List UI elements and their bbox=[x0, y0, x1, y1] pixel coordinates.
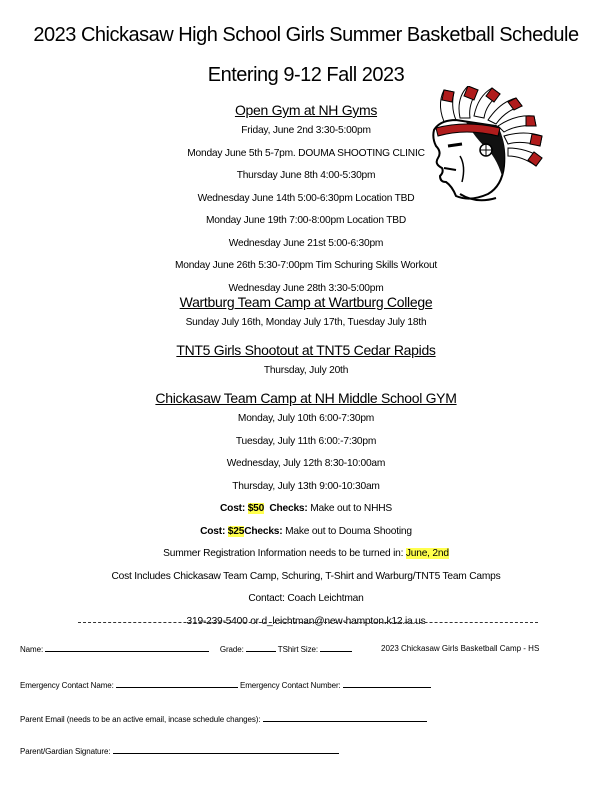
emergency-number-field[interactable] bbox=[343, 680, 431, 688]
name-label: Name: bbox=[20, 645, 44, 654]
emergency-name-field[interactable] bbox=[116, 680, 238, 688]
name-field[interactable] bbox=[45, 644, 209, 652]
checks-label: Checks: bbox=[244, 525, 283, 537]
cost-amount: $25 bbox=[227, 525, 245, 537]
team-camp-date: Tuesday, July 11th 6:00:-7:30pm bbox=[235, 435, 377, 447]
cost-amount: $50 bbox=[247, 503, 265, 514]
tshirt-field[interactable] bbox=[320, 644, 352, 652]
cost-line-nhhs bbox=[0, 498, 612, 521]
checks-label: Checks: bbox=[269, 503, 308, 514]
camp-label: 2023 Chickasaw Girls Basketball Camp - HS bbox=[381, 644, 540, 653]
wartburg-section bbox=[0, 292, 612, 335]
grade-label: Grade: bbox=[219, 645, 244, 654]
cost-label: Cost: bbox=[200, 525, 226, 537]
cost-label: Cost: bbox=[220, 503, 246, 514]
dashed-divider bbox=[78, 622, 538, 623]
parent-email-label: Parent Email (needs to be an active email, incase schedule changes): bbox=[20, 715, 261, 724]
signature-field[interactable] bbox=[113, 746, 339, 754]
grade-field[interactable] bbox=[246, 644, 276, 652]
includes-line: Cost Includes Chickasaw Team Camp, Schuring, T-Shirt and Warburg/TNT5 Team Camps bbox=[111, 570, 501, 582]
tshirt-label: TShirt Size: bbox=[277, 645, 318, 654]
emergency-number-label: Emergency Contact Number: bbox=[240, 681, 341, 690]
open-gym-date: Monday June 26th 5:30-7:00pm Tim Schuring Skills Workout bbox=[174, 260, 438, 271]
open-gym-date: Wednesday June 28th 3:30-5:00pm bbox=[228, 282, 384, 294]
registration-line bbox=[0, 543, 612, 566]
checks-text: Make out to NHHS bbox=[310, 503, 392, 514]
wartburg-heading: Wartburg Team Camp at Wartburg College bbox=[179, 294, 433, 310]
parent-email-field[interactable] bbox=[263, 714, 427, 722]
page-subtitle: Entering 9-12 Fall 2023 bbox=[207, 64, 405, 86]
wartburg-date: Sunday July 16th, Monday July 17th, Tuesday July 18th bbox=[185, 317, 427, 328]
registration-date: June, 2nd bbox=[405, 548, 449, 559]
emergency-name-label: Emergency Contact Name: bbox=[20, 681, 114, 690]
registration-text: Summer Registration Information needs to be turned in: bbox=[163, 548, 404, 559]
contact-line: Contact: Coach Leichtman bbox=[248, 593, 364, 604]
tnt5-date: Thursday, July 20th bbox=[263, 365, 349, 376]
form-row-signature bbox=[20, 746, 339, 756]
tnt5-heading: TNT5 Girls Shootout at TNT5 Cedar Rapids bbox=[176, 342, 436, 358]
open-gym-section bbox=[0, 100, 612, 300]
signature-label: Parent/Gardian Signature: bbox=[20, 747, 111, 756]
checks-text: Make out to Douma Shooting bbox=[285, 525, 412, 537]
team-camp-date: Monday, July 10th 6:00-7:30pm bbox=[237, 413, 375, 424]
cost-line-douma bbox=[0, 521, 612, 544]
team-camp-date: Thursday, July 13th 9:00-10:30am bbox=[232, 480, 380, 492]
team-camp-section bbox=[0, 388, 612, 633]
team-camp-heading: Chickasaw Team Camp at NH Middle School GYM bbox=[155, 390, 457, 406]
tnt5-section bbox=[0, 340, 612, 383]
open-gym-heading: Open Gym at NH Gyms bbox=[234, 102, 378, 118]
form-row-parent-email bbox=[20, 714, 427, 724]
open-gym-date: Thursday June 8th 4:00-5:30pm bbox=[236, 170, 376, 181]
open-gym-date: Wednesday June 14th 5:00-6:30pm Location TBD bbox=[197, 192, 415, 204]
form-row-name bbox=[20, 644, 352, 654]
open-gym-date: Monday June 5th 5-7pm. DOUMA SHOOTING CLINIC bbox=[187, 147, 425, 159]
phone-email-line: 319-239-5400 or d_leichtman@new-hampton.k12.ia.us bbox=[186, 615, 426, 627]
open-gym-date: Friday, June 2nd 3:30-5:00pm bbox=[241, 125, 371, 136]
team-camp-date: Wednesday, July 12th 8:30-10:00am bbox=[226, 458, 386, 469]
page-title: 2023 Chickasaw High School Girls Summer Basketball Schedule bbox=[33, 24, 579, 46]
open-gym-date: Monday June 19th 7:00-8:00pm Location TBD bbox=[205, 215, 407, 226]
form-row-emergency bbox=[20, 680, 431, 690]
open-gym-date: Wednesday June 21st 5:00-6:30pm bbox=[228, 237, 384, 249]
